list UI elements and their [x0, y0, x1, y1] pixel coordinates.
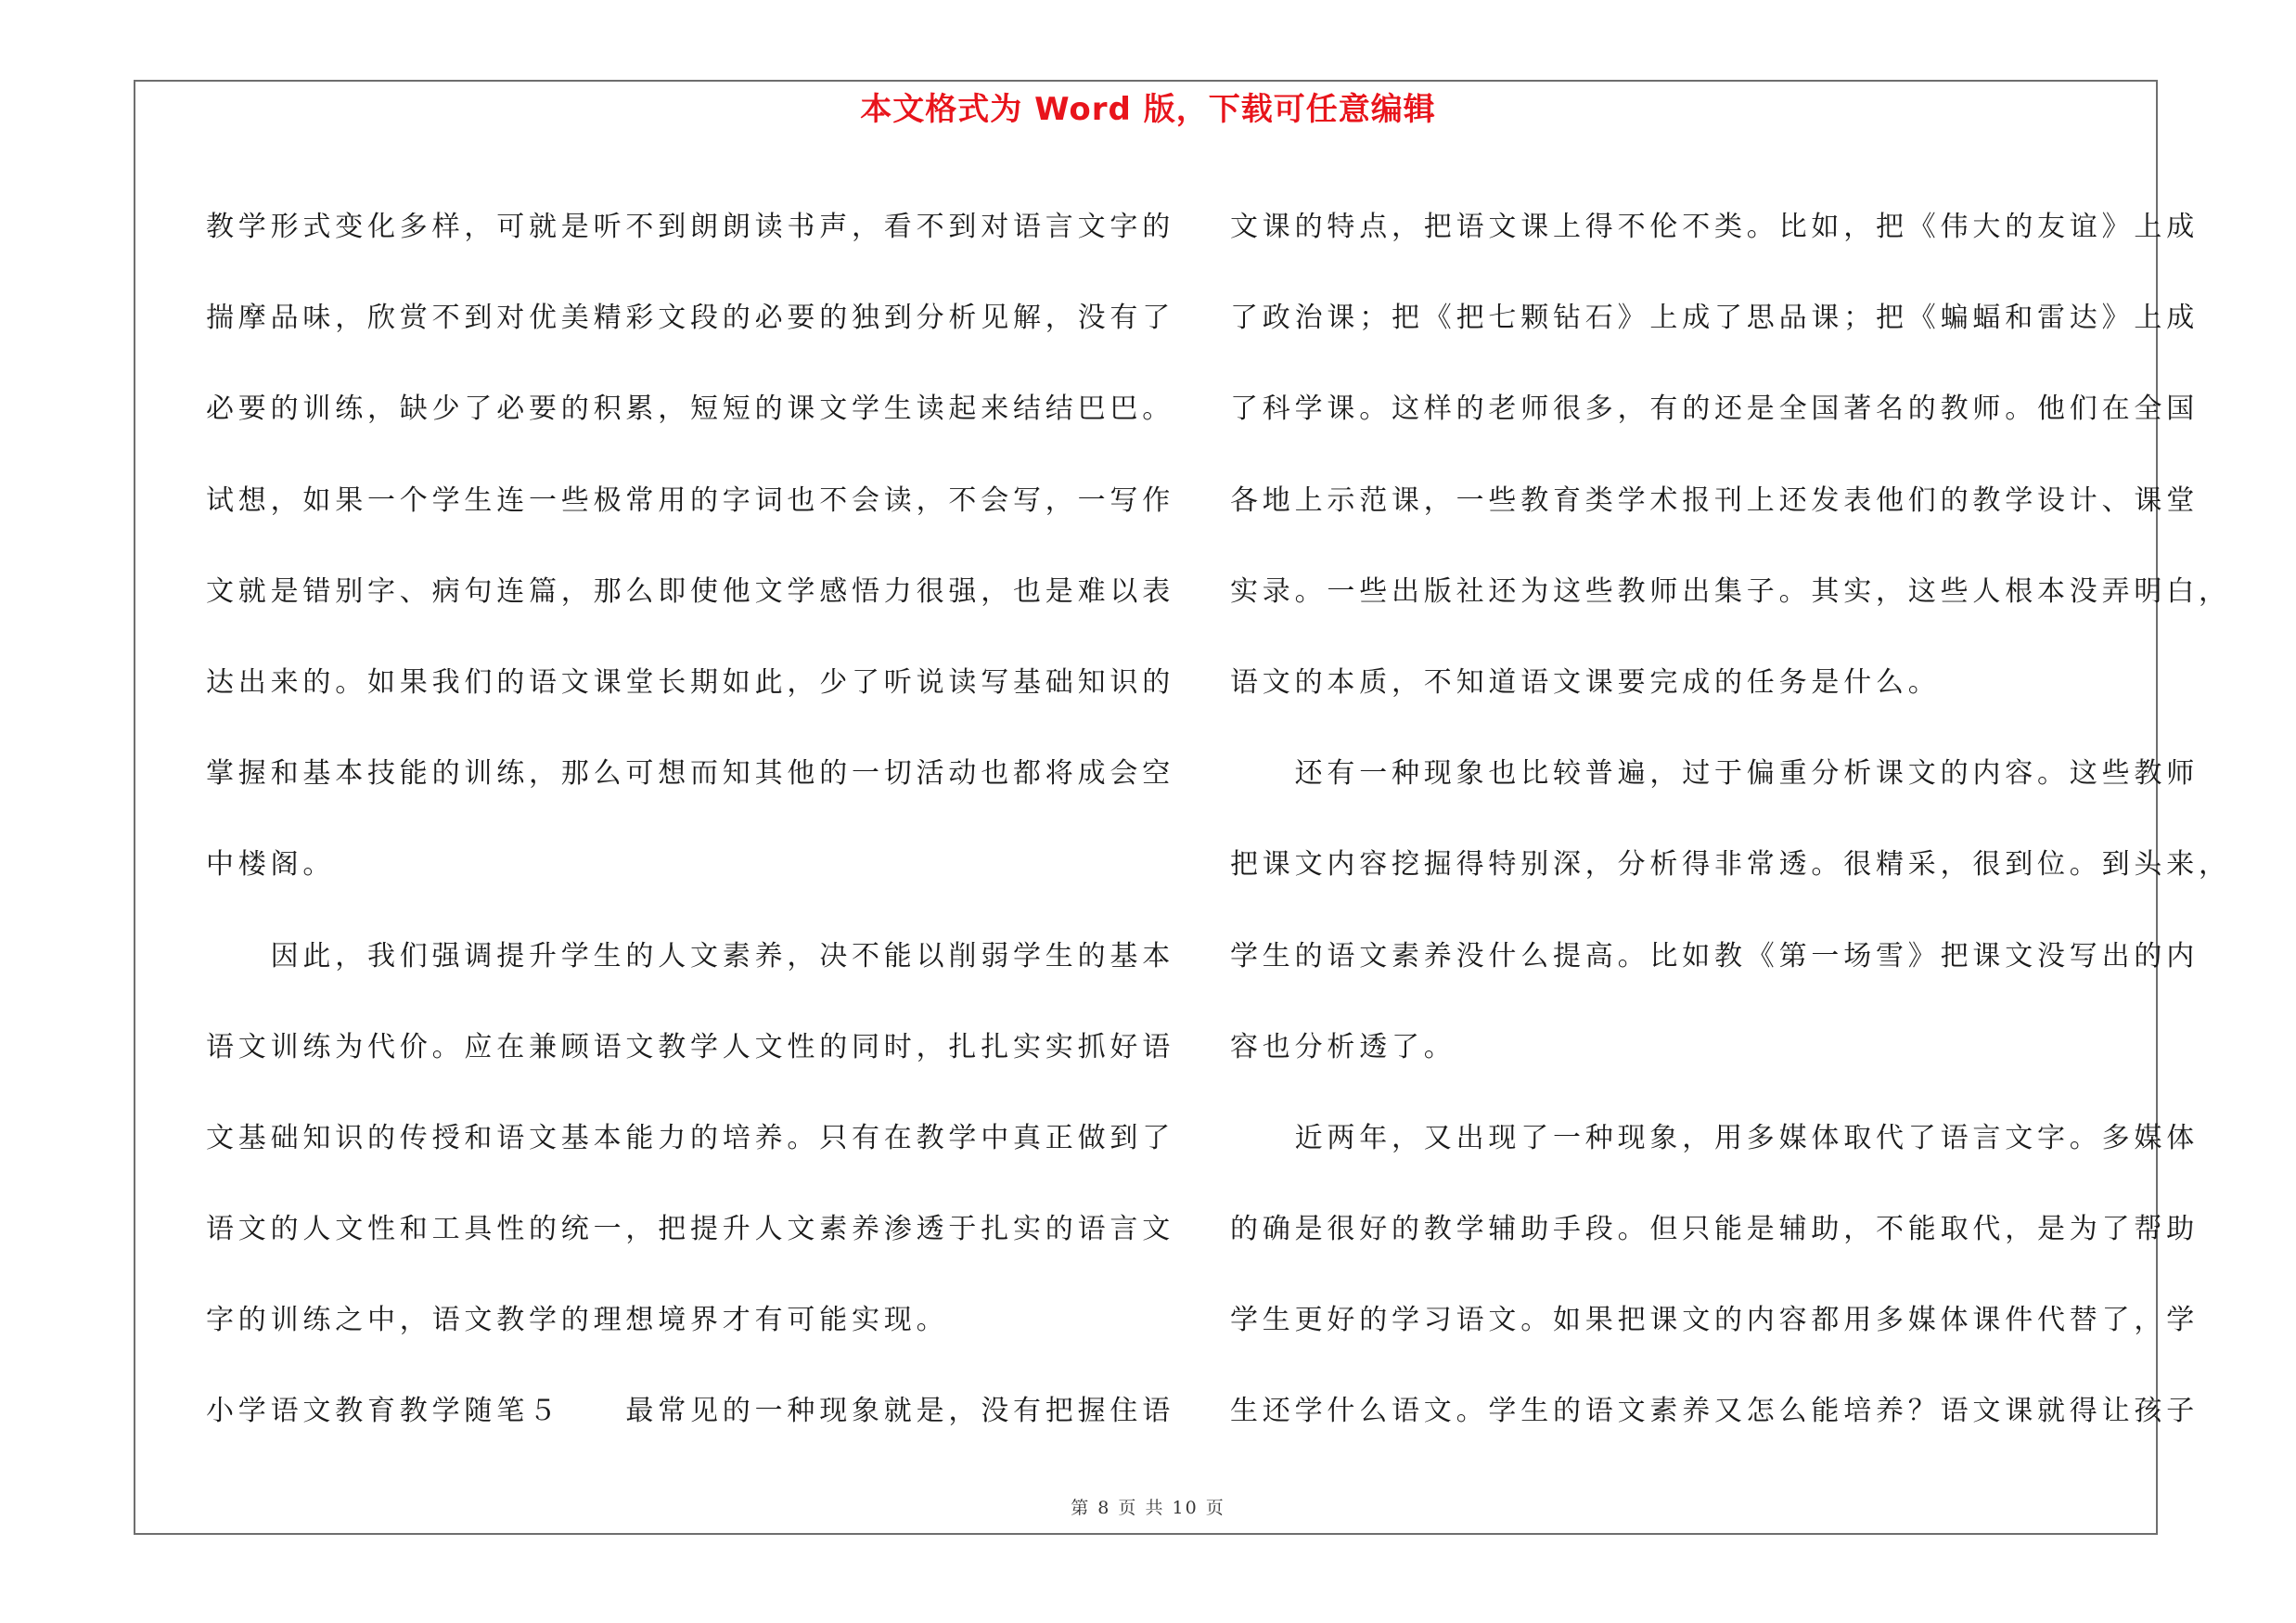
text-line: 容也分析透了。 [1230, 1030, 1456, 1063]
page-number: 第 8 页 共 10 页 [1071, 1498, 1225, 1518]
text-line: 的确是很好的教学辅助手段。但只能是辅助，不能取代，是为了帮助 [1230, 1213, 2199, 1246]
text-line: 生还学什么语文。学生的语文素养又怎么能培养？语文课就得让孩子 [1230, 1395, 2199, 1428]
text-line: 了科学课。这样的老师很多，有的还是全国著名的教师。他们在全国 [1230, 393, 2199, 426]
text-line: 近两年，又出现了一种现象，用多媒体取代了语言文字。多媒体 [1230, 1121, 2199, 1154]
text-line: 试想，如果一个学生连一些极常用的字词也不会读，不会写，一写作 [206, 483, 1174, 517]
section-heading-line: 小学语文教育教学随笔５ 最常见的一种现象就是，没有把握住语 [206, 1395, 1174, 1428]
text-line: 把课文内容挖掘得特别深，分析得非常透。很精采，很到位。到头来， [1230, 848, 2231, 882]
text-line: 教学形式变化多样，可就是听不到朗朗读书声，看不到对语言文字的 [206, 211, 1174, 243]
text-line: 文就是错别字、病句连篇，那么即使他文学感悟力很强，也是难以表 [206, 574, 1174, 608]
text-line: 学生更好的学习语文。如果把课文的内容都用多媒体课件代替了，学 [1230, 1304, 2199, 1337]
text-line: 揣摩品味，欣赏不到对优美精彩文段的必要的独到分析见解，没有了 [206, 302, 1174, 335]
text-line: 语文的本质，不知道语文课要完成的任务是什么。 [1230, 665, 1941, 699]
text-line: 学生的语文素养没什么提高。比如教《第一场雪》把课文没写出的内 [1230, 939, 2199, 973]
text-line: 各地上示范课，一些教育类学术报刊上还发表他们的教学设计、课堂 [1230, 483, 2199, 517]
text-line: 文课的特点，把语文课上得不伦不类。比如，把《伟大的友谊》上成 [1230, 211, 2199, 243]
text-line: 必要的训练，缺少了必要的积累，短短的课文学生读起来结结巴巴。 [206, 393, 1174, 426]
right-column [1230, 182, 2231, 1458]
text-line: 还有一种现象也比较普遍，过于偏重分析课文的内容。这些教师 [1230, 757, 2199, 791]
text-line: 达出来的。如果我们的语文课堂长期如此，少了听说读写基础知识的 [206, 665, 1174, 699]
text-line: 文基础知识的传授和语文基本能力的培养。只有在教学中真正做到了 [206, 1121, 1174, 1154]
text-line: 因此，我们强调提升学生的人文素养，决不能以削弱学生的基本 [206, 939, 1174, 973]
left-column [206, 182, 1174, 1458]
text-line: 字的训练之中，语文教学的理想境界才有可能实现。 [206, 1304, 949, 1337]
text-line: 掌握和基本技能的训练，那么可想而知其他的一切活动也都将成会空 [206, 757, 1174, 791]
text-line: 语文训练为代价。应在兼顾语文教学人文性的同时，扎扎实实抓好语 [206, 1030, 1174, 1063]
text-line: 了政治课；把《把七颗钻石》上成了思品课；把《蝙蝠和雷达》上成 [1230, 302, 2199, 335]
text-line: 中楼阁。 [206, 848, 336, 882]
text-line: 实录。一些出版社还为这些教师出集子。其实，这些人根本没弄明白， [1230, 574, 2231, 608]
format-banner: 本文格式为 Word 版，下载可任意编辑 [860, 91, 1436, 128]
text-line: 语文的人文性和工具性的统一，把提升人文素养渗透于扎实的语言文 [206, 1213, 1174, 1246]
